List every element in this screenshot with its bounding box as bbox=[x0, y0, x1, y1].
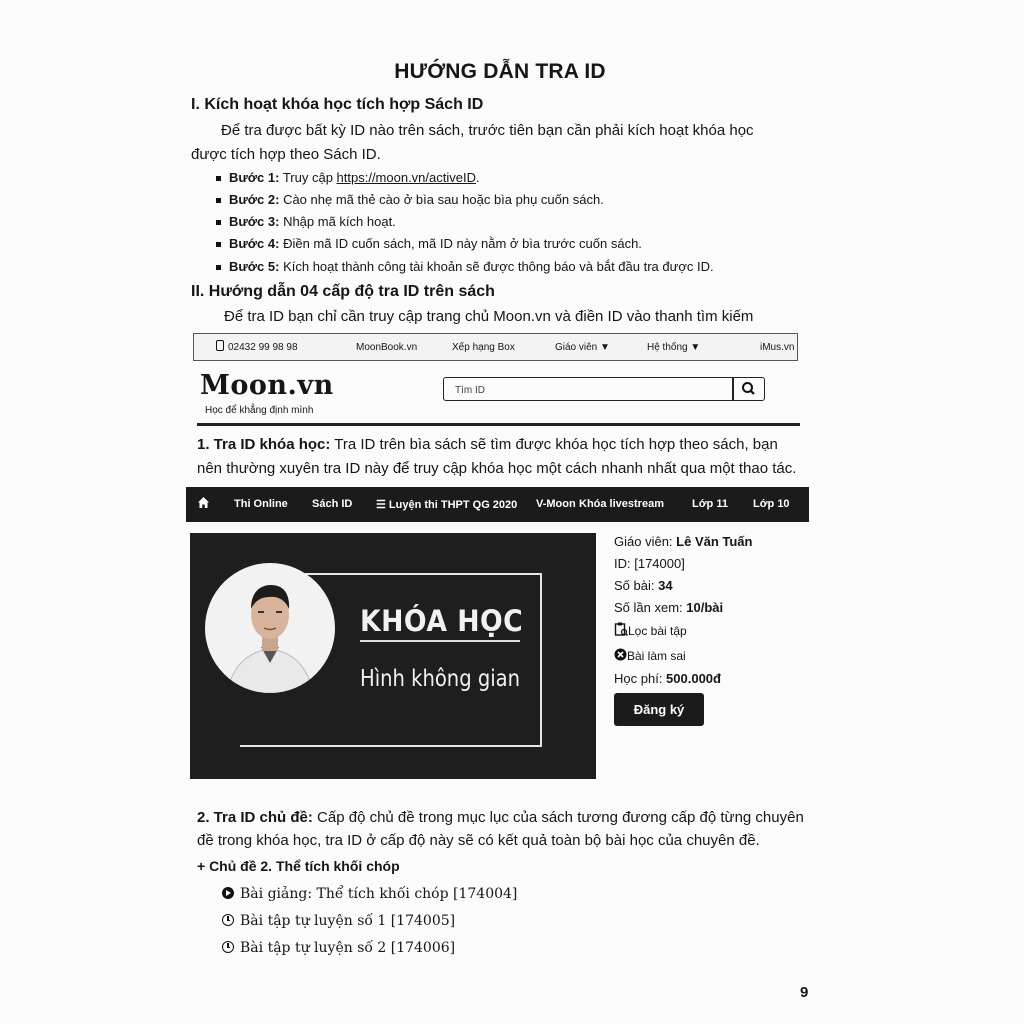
filter-exercises[interactable]: Lọc bài tập bbox=[614, 622, 687, 638]
divider bbox=[197, 423, 800, 426]
level2-line1: 2. Tra ID chủ đề: Cấp độ chủ đề trong mục lục của sách tương đương cấp độ từng chuyên bbox=[197, 809, 804, 826]
level2-line2: đề trong khóa học, tra ID ở cấp độ này sẽ có kết quả toàn bộ bài học của chuyên đề. bbox=[197, 832, 760, 849]
play-icon bbox=[222, 887, 234, 899]
teachers-menu[interactable]: Giáo viên ▼ bbox=[555, 342, 610, 353]
section2-heading: II. Hướng dẫn 04 cấp độ tra ID trên sách bbox=[191, 283, 495, 300]
chevron-down-icon: ▼ bbox=[690, 342, 701, 353]
site-top-bar bbox=[193, 333, 798, 361]
nav-thi-online[interactable]: Thi Online bbox=[234, 498, 288, 510]
section1-heading: I. Kích hoạt khóa học tích hợp Sách ID bbox=[191, 96, 484, 113]
moonbook-link[interactable]: MoonBook.vn bbox=[356, 342, 418, 353]
topic-heading: + Chủ đề 2. Thể tích khối chóp bbox=[197, 858, 400, 874]
teacher-info: Giáo viên: Lê Văn Tuấn bbox=[614, 534, 753, 549]
chevron-down-icon: ▼ bbox=[600, 342, 610, 353]
nav-sach-id[interactable]: Sách ID bbox=[312, 498, 353, 510]
step-label: Bước 2: bbox=[229, 192, 280, 207]
search-input[interactable]: Tìm ID bbox=[443, 377, 733, 401]
lesson-item[interactable]: Bài giảng: Thể tích khối chóp [174004] bbox=[222, 886, 517, 902]
banner-title: KHÓA HỌC bbox=[360, 604, 524, 638]
banner-frame-top bbox=[305, 573, 542, 575]
step-label: Bước 4: bbox=[229, 236, 280, 251]
step-label: Bước 5: bbox=[229, 259, 280, 274]
banner-subtitle: Hình không gian bbox=[360, 666, 521, 692]
lesson-count: Số bài: 34 bbox=[614, 578, 673, 593]
system-menu[interactable]: Hệ thống ▼ bbox=[647, 342, 701, 353]
search-icon bbox=[734, 378, 763, 399]
phone-icon bbox=[216, 340, 224, 351]
imus-link[interactable]: iMus.vn bbox=[760, 342, 795, 353]
lesson-item[interactable]: Bài tập tự luyện số 1 [174005] bbox=[222, 913, 455, 929]
wrong-answers[interactable]: Bài làm sai bbox=[614, 648, 686, 663]
nav-luyen-thi[interactable]: ☰ Luyện thi THPT QG 2020 bbox=[376, 499, 518, 511]
clock-icon bbox=[222, 941, 234, 953]
phone-number: 02432 99 98 98 bbox=[228, 342, 298, 353]
activate-link[interactable]: https://moon.vn/activeID bbox=[336, 170, 476, 185]
course-id: ID: [174000] bbox=[614, 556, 685, 571]
lesson-item[interactable]: Bài tập tự luyện số 2 [174006] bbox=[222, 940, 455, 956]
step-label: Bước 3: bbox=[229, 214, 280, 229]
register-button[interactable]: Đăng ký bbox=[614, 693, 704, 726]
banner-divider bbox=[360, 640, 520, 642]
clipboard-icon bbox=[614, 622, 628, 636]
site-logo[interactable]: Moon.vn bbox=[200, 370, 334, 401]
step-2: Bước 2: Cào nhẹ mã thẻ cào ở bìa sau hoặc bìa phụ cuốn sách. bbox=[216, 192, 604, 207]
close-circle-icon bbox=[614, 648, 627, 661]
page-title: HƯỚNG DẪN TRA ID bbox=[394, 60, 606, 83]
search-button[interactable] bbox=[733, 377, 765, 401]
view-count: Số lần xem: 10/bài bbox=[614, 600, 724, 615]
ranking-link[interactable]: Xếp hạng Box bbox=[452, 342, 515, 353]
step-4: Bước 4: Điền mã ID cuốn sách, mã ID này nằm ở bìa trước cuốn sách. bbox=[216, 236, 642, 251]
level1-line2: nên thường xuyên tra ID này để truy cập khóa học một cách nhanh nhất qua một thao tác. bbox=[197, 460, 797, 477]
page-number: 9 bbox=[800, 984, 809, 1001]
section2-intro: Để tra ID bạn chỉ cần truy cập trang chủ Moon.vn và điền ID vào thanh tìm kiếm bbox=[224, 308, 754, 325]
section1-intro-line2: được tích hợp theo Sách ID. bbox=[191, 146, 381, 163]
step-1: Bước 1: Truy cập https://moon.vn/activeID. bbox=[216, 170, 480, 185]
section1-intro-line1: Để tra được bất kỳ ID nào trên sách, trước tiên bạn cần phải kích hoạt khóa học bbox=[221, 122, 754, 139]
nav-v-moon[interactable]: V-Moon bbox=[536, 498, 576, 510]
step-5: Bước 5: Kích hoạt thành công tài khoản sẽ được thông báo và bắt đầu tra được ID. bbox=[216, 259, 714, 274]
course-nav-bar bbox=[186, 487, 809, 522]
home-icon[interactable] bbox=[197, 496, 210, 512]
level1-line1: 1. Tra ID khóa học: Tra ID trên bìa sách sẽ tìm được khóa học tích hợp theo sách, bạn bbox=[197, 436, 778, 453]
clock-icon bbox=[222, 914, 234, 926]
nav-livestream[interactable]: Khóa livestream bbox=[579, 498, 664, 510]
site-slogan: Học để khẳng định mình bbox=[205, 405, 314, 416]
course-fee: Học phí: 500.000đ bbox=[614, 671, 721, 686]
nav-lop-10[interactable]: Lớp 10 bbox=[753, 498, 790, 510]
step-label: Bước 1: bbox=[229, 170, 280, 185]
teacher-avatar bbox=[205, 563, 335, 693]
step-3: Bước 3: Nhập mã kích hoạt. bbox=[216, 214, 396, 229]
nav-lop-11[interactable]: Lớp 11 bbox=[692, 498, 728, 510]
